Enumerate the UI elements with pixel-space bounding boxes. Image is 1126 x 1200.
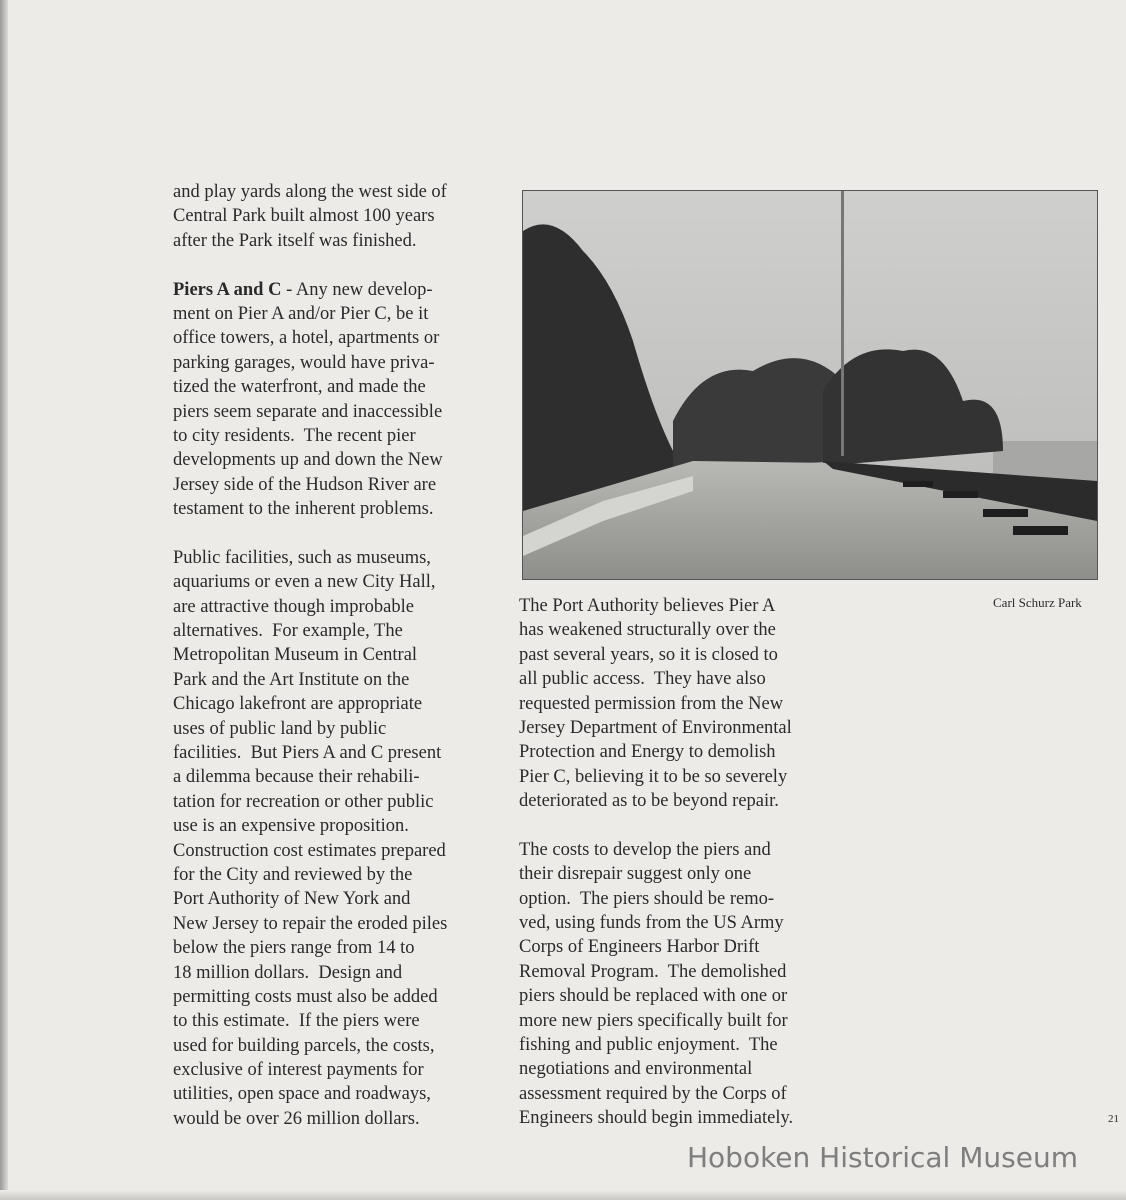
text-line: tation for recreation or other public — [173, 791, 434, 812]
page-bottom-edge — [0, 1190, 1126, 1200]
photo-caption: Carl Schurz Park — [993, 595, 1082, 610]
text-line: uses of public land by public — [173, 718, 387, 739]
text-line: for the City and reviewed by the — [173, 864, 413, 885]
text-line: Pier C, believing it to be so severely — [519, 766, 788, 787]
text-line: piers seem separate and inaccessible — [173, 401, 443, 422]
text-line: The Port Authority believes Pier A — [519, 596, 776, 616]
text-line: a dilemma because their rehabili- — [173, 767, 420, 788]
page-binding-edge — [0, 0, 8, 1200]
text-line: would be over 26 million dollars. — [173, 1108, 420, 1129]
text-line: 18 million dollars. Design and — [173, 962, 403, 983]
text-line: Central Park built almost 100 years — [173, 206, 435, 227]
text-line: tized the waterfront, and made the — [173, 377, 426, 398]
text-line: to this estimate. If the piers were — [173, 1011, 420, 1032]
text-line: deteriorated as to be beyond repair. — [519, 791, 779, 812]
text-line: requested permission from the New — [519, 693, 784, 714]
text-line: Port Authority of New York and — [173, 889, 411, 910]
text-line: ved, using funds from the US Army — [519, 913, 784, 934]
left-text-column — [173, 180, 447, 1131]
text-line: Metropolitan Museum in Central — [173, 645, 418, 666]
right-text-column — [519, 594, 793, 1131]
text-line: are attractive though improbable — [173, 596, 414, 617]
text-line: and play yards along the west side of — [173, 182, 447, 202]
text-line: more new piers specifically built for — [519, 1010, 788, 1031]
text-line: alternatives. For example, The — [173, 621, 403, 642]
text-line: below the piers range from 14 to — [173, 938, 415, 959]
text-line: parking garages, would have priva- — [173, 352, 435, 373]
text-line: Jersey side of the Hudson River are — [173, 474, 437, 495]
text-line: Engineers should begin immediately. — [519, 1108, 794, 1129]
paragraph-gap — [519, 814, 793, 838]
text-line: aquariums or even a new City Hall, — [173, 572, 436, 593]
text-line: office towers, a hotel, apartments or — [173, 328, 440, 349]
text-line — [173, 278, 447, 302]
text-line: utilities, open space and roadways, — [173, 1084, 431, 1105]
text-line: Corps of Engineers Harbor Drift — [519, 937, 760, 958]
text-line: fishing and public enjoyment. The — [519, 1035, 778, 1056]
text-line: their disrepair suggest only one — [519, 864, 752, 885]
text-line: ment on Pier A and/or Pier C, be it — [173, 303, 429, 324]
text-line: used for building parcels, the costs, — [173, 1035, 435, 1056]
page-number: 21 — [1108, 1113, 1119, 1125]
text-line: to city residents. The recent pier — [173, 425, 416, 446]
text-line: piers should be replaced with one or — [519, 986, 788, 1007]
text-line: Construction cost estimates prepared — [173, 840, 446, 861]
text-line: developments up and down the New — [173, 450, 443, 471]
text-line: Removal Program. The demolished — [519, 961, 787, 982]
text-run: - Any new develop- — [281, 279, 433, 300]
text-line: past several years, so it is closed to — [519, 644, 778, 665]
text-line: use is an expensive proposition. — [173, 816, 409, 837]
text-line: Jersey Department of Environmental — [519, 717, 792, 738]
text-line: Chicago lakefront are appropriate — [173, 694, 423, 715]
text-line: Park and the Art Institute on the — [173, 669, 410, 690]
text-line: option. The piers should be remo- — [519, 888, 775, 909]
text-line: exclusive of interest payments for — [173, 1060, 424, 1081]
text-line: New Jersey to repair the eroded piles — [173, 913, 448, 934]
watermark: Hoboken Historical Museum — [687, 1141, 1078, 1174]
text-line: testament to the inherent problems. — [173, 499, 434, 520]
paragraph-gap — [173, 521, 447, 545]
text-line: permitting costs must also be added — [173, 986, 438, 1007]
text-line: assessment required by the Corps of — [519, 1083, 787, 1104]
text-line: after the Park itself was finished. — [173, 230, 417, 251]
text-line: has weakened structurally over the — [519, 620, 776, 641]
paragraph-gap — [173, 253, 447, 277]
photo-carl-schurz-park — [522, 190, 1098, 580]
text-line: The costs to develop the piers and — [519, 839, 771, 860]
text-line: all public access. They have also — [519, 669, 766, 690]
text-line: facilities. But Piers A and C present — [173, 742, 442, 763]
text-line: Protection and Energy to demolish — [519, 742, 776, 763]
text-line: negotiations and environmental — [519, 1059, 753, 1080]
section-heading: Piers A and C — [173, 279, 282, 300]
text-line: Public facilities, such as museums, — [173, 547, 431, 568]
